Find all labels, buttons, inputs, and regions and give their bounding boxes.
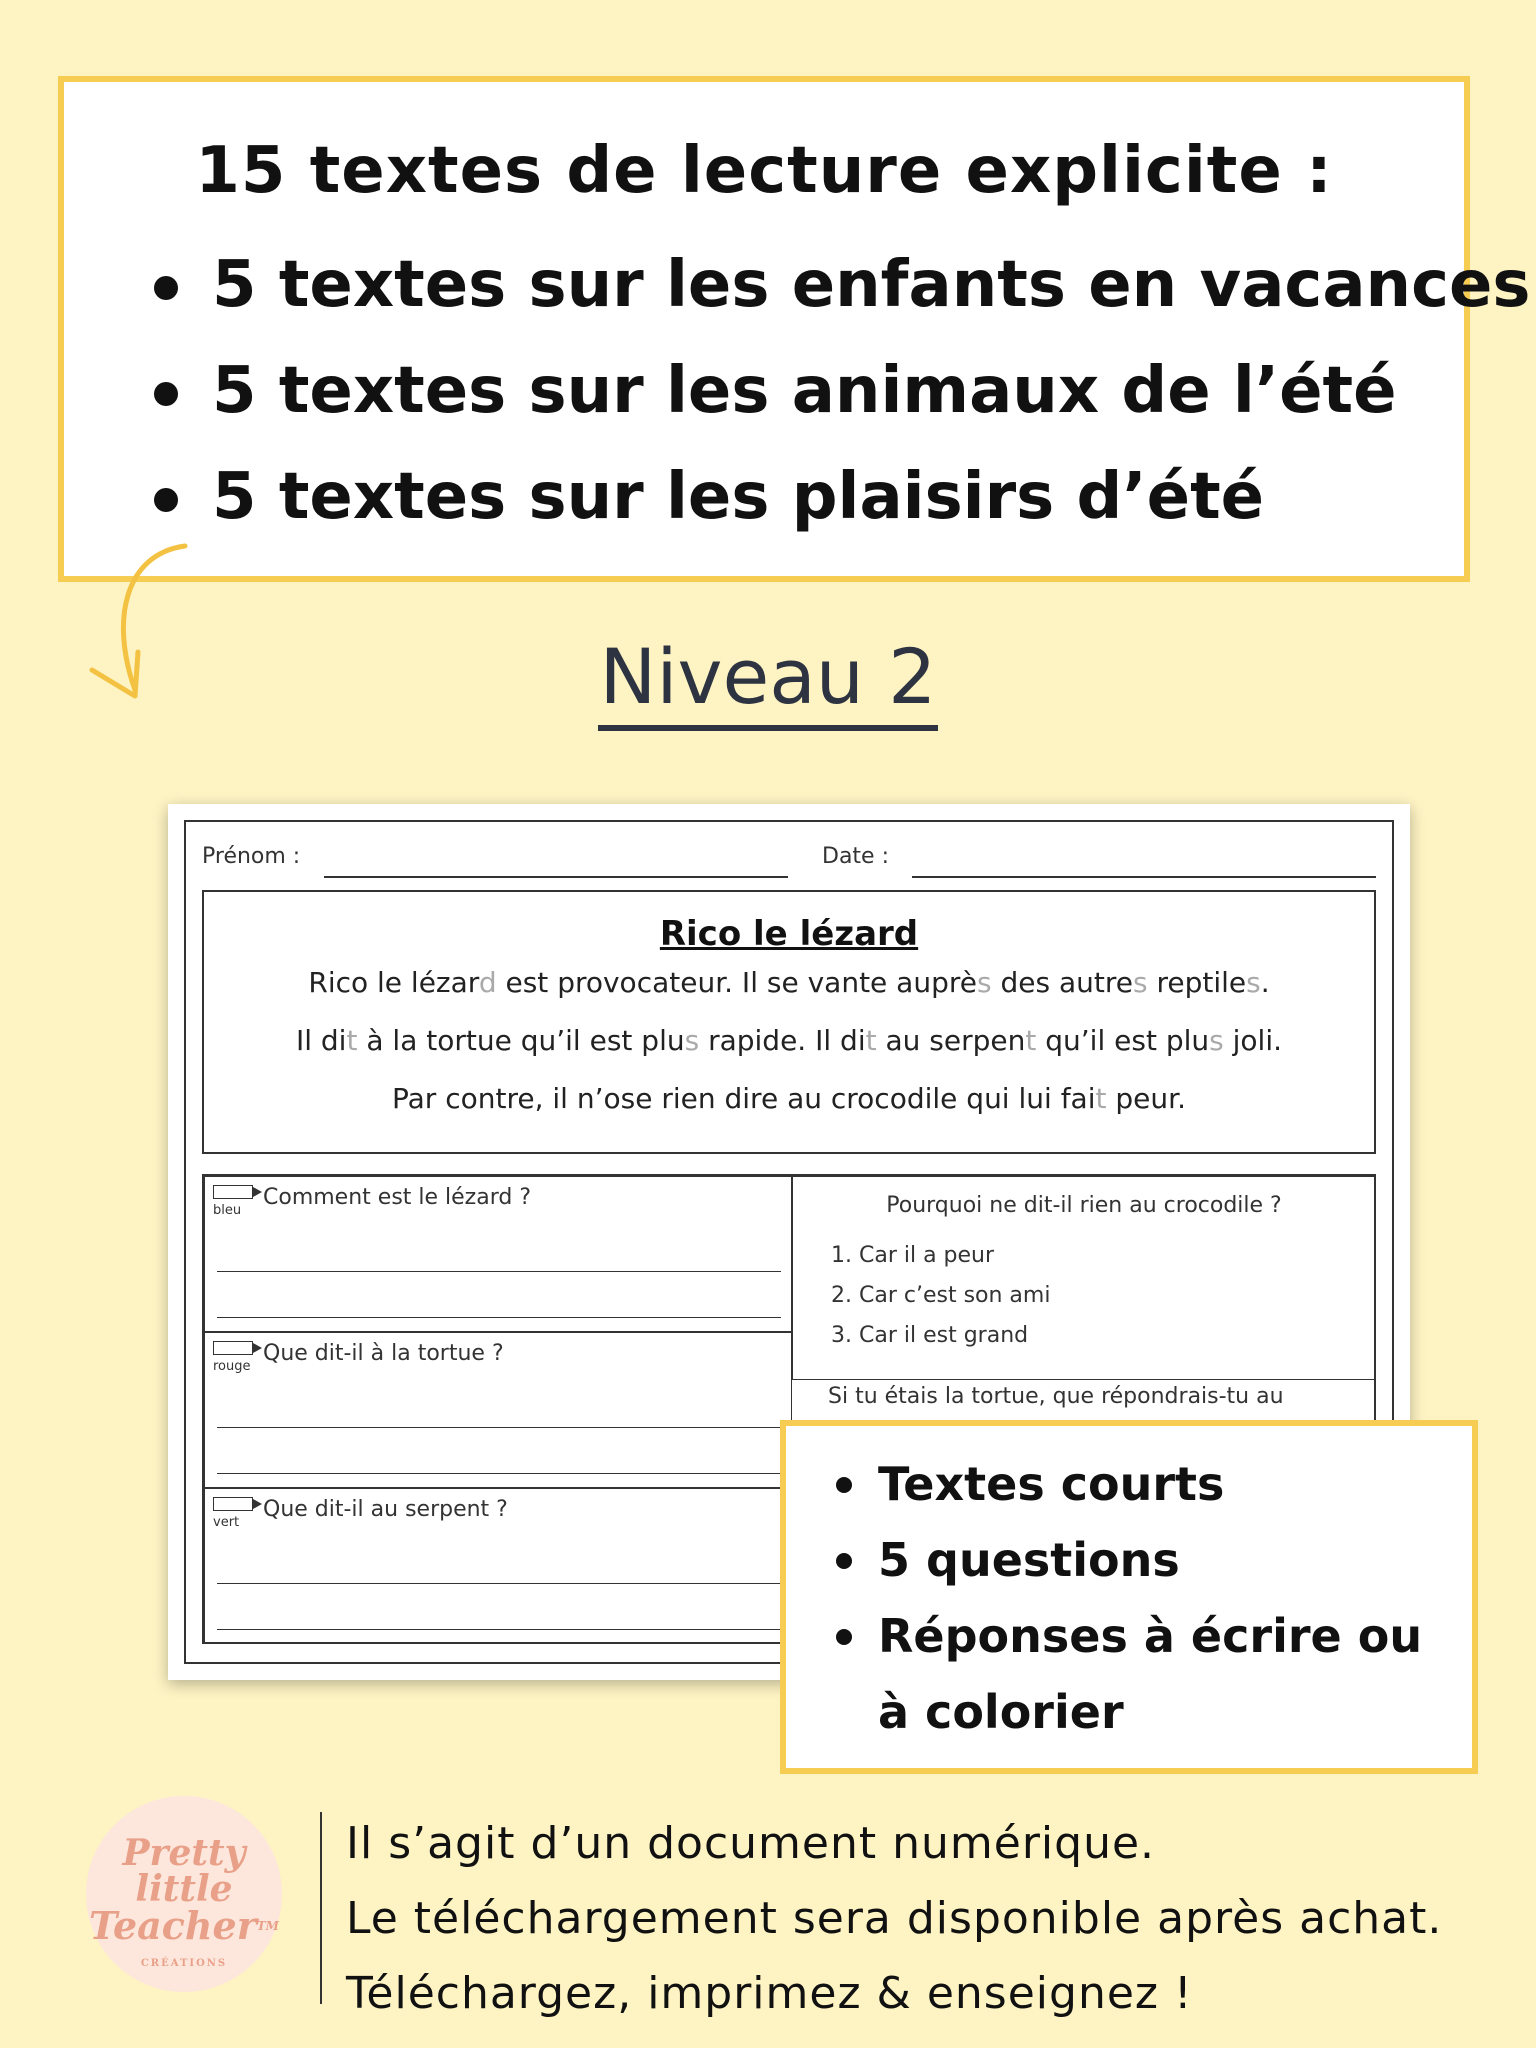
logo-line: Teacher™ (89, 1903, 279, 1948)
feature-item: 5 questions (836, 1522, 1438, 1598)
story-line (204, 954, 1374, 1012)
mcq-option: 1. Car il a peur (831, 1243, 995, 1268)
level-label: Niveau 2 (0, 632, 1536, 731)
logo-subtitle: CRÉATIONS (140, 1958, 228, 1969)
summary-item: 5 textes sur les animaux de l’été (154, 338, 1531, 444)
silent-letter: s (976, 966, 992, 999)
silent-letter: t (1095, 1082, 1107, 1115)
mcq-question: Pourquoi ne dit-il rien au crocodile ? (886, 1193, 1282, 1218)
footer-line: Le téléchargement sera disponible après achat. (346, 1893, 1443, 1944)
question-text: Comment est le lézard ? (263, 1185, 532, 1210)
question-text: Que dit-il à la tortue ? (263, 1341, 504, 1366)
story-segment: au serpen (876, 1024, 1026, 1057)
question-text: Que dit-il au serpent ? (263, 1497, 508, 1522)
story-segment: est provocateur. Il se vante auprè (496, 966, 977, 999)
mcq-option: 2. Car c’est son ami (831, 1283, 1051, 1308)
answer-line (217, 1629, 781, 1630)
silent-letter: s (1246, 966, 1261, 999)
story-segment: . (1260, 966, 1270, 999)
footer-line: Téléchargez, imprimez & enseignez ! (346, 1968, 1193, 2019)
story-segment: qu’il est plu (1036, 1024, 1210, 1057)
answer-line (217, 1271, 781, 1272)
bullet-icon (154, 488, 178, 512)
story-segment: rapide. Il di (699, 1024, 866, 1057)
story-text (204, 954, 1374, 1128)
features-summary-box (58, 76, 1531, 582)
story-box (202, 890, 1376, 1154)
features-list (836, 1446, 1438, 1750)
feature-item: Réponses à écrire ou à colorier (836, 1598, 1438, 1750)
question-cell (204, 1176, 792, 1332)
silent-letter: d (478, 966, 497, 999)
bullet-icon (154, 382, 178, 406)
features-box (780, 1420, 1478, 1774)
answer-line (217, 1583, 781, 1584)
silent-letter: t (346, 1024, 358, 1057)
date-line (912, 876, 1376, 878)
feature-item: Textes courts (836, 1446, 1438, 1522)
answer-line (217, 1473, 781, 1474)
summary-item: 5 textes sur les enfants en vacances (154, 232, 1531, 338)
footer-text (346, 1806, 1442, 2031)
silent-letter: t (1025, 1024, 1037, 1057)
story-segment: Rico le lézar (308, 966, 479, 999)
date-label: Date : (822, 844, 889, 869)
silent-letter: s (1209, 1024, 1224, 1057)
pencil-icon (213, 1185, 253, 1199)
summary-list (154, 232, 1531, 550)
story-segment: à la tortue qu’il est plu (357, 1024, 685, 1057)
story-segment: des autre (991, 966, 1133, 999)
answer-line (217, 1317, 781, 1318)
silent-letter: t (865, 1024, 877, 1057)
question-cell (204, 1332, 792, 1488)
color-tag: rouge (213, 1359, 251, 1374)
color-tag: bleu (213, 1203, 242, 1218)
story-segment: joli. (1223, 1024, 1283, 1057)
story-segment: Par contre, il n’ose rien dire au crocodile qui lui fai (392, 1082, 1096, 1115)
trademark: TM (256, 1919, 279, 1933)
footer-divider (320, 1812, 322, 2004)
name-label: Prénom : (202, 844, 301, 869)
summary-title: 15 textes de lecture explicite : (195, 134, 1333, 208)
mcq-cell (792, 1176, 1376, 1380)
story-title: Rico le lézard (659, 914, 919, 954)
brand-logo (86, 1796, 282, 1992)
story-segment: reptile (1147, 966, 1247, 999)
story-segment: Il di (295, 1024, 347, 1057)
bullet-icon (154, 276, 178, 300)
color-tag: vert (213, 1515, 240, 1530)
mcq-option: 3. Car il est grand (831, 1323, 1029, 1348)
name-line (324, 876, 788, 878)
story-line (204, 1012, 1374, 1070)
partial-question: Si tu étais la tortue, que répondrais-tu au (828, 1384, 1284, 1409)
summary-item: 5 textes sur les plaisirs d’été (154, 444, 1531, 550)
silent-letter: s (1132, 966, 1148, 999)
footer-line: Il s’agit d’un document numérique. (346, 1818, 1156, 1869)
story-line (204, 1070, 1374, 1128)
pencil-icon (213, 1497, 253, 1511)
silent-letter: s (684, 1024, 700, 1057)
pencil-icon (213, 1341, 253, 1355)
logo-line: Pretty (122, 1832, 246, 1874)
logo-line: little (135, 1868, 233, 1910)
question-cell (204, 1488, 792, 1644)
story-segment: peur. (1106, 1082, 1186, 1115)
answer-line (217, 1427, 781, 1428)
